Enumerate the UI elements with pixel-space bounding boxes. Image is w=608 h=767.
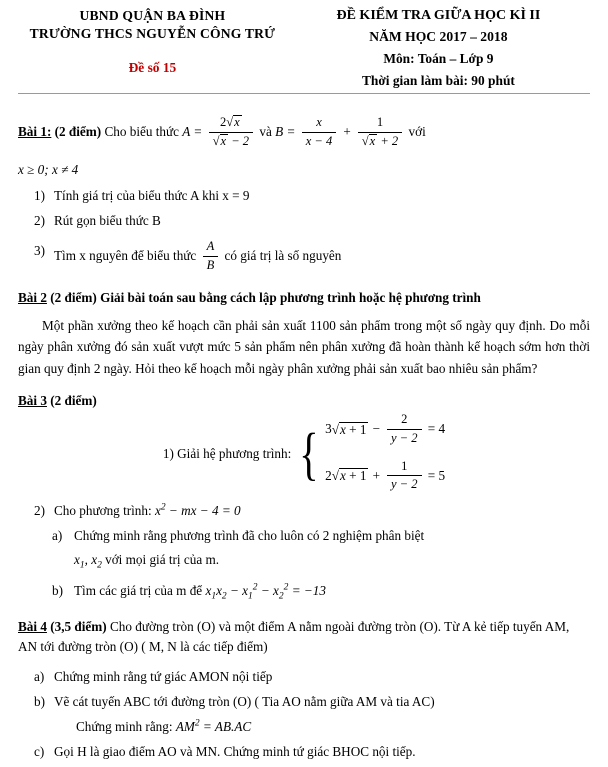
item-text-before: Tìm x nguyên để biểu thức xyxy=(54,248,197,264)
question-3-title: Bài 3 xyxy=(18,392,47,408)
list-item xyxy=(18,580,590,605)
question-1-lead: Cho biểu thức xyxy=(104,124,179,140)
item-text: Vẽ cát tuyến ABC tới đường tròn (O) ( Tia AO nằm giữa AM và tia AC) xyxy=(54,694,435,710)
item-marker: a) xyxy=(34,668,45,684)
header-left-block xyxy=(18,6,287,76)
item-text-after: có giá trị là số nguyên xyxy=(224,248,342,264)
conjunction-and: và xyxy=(259,124,272,140)
question-2 xyxy=(18,288,590,379)
item-text: Chứng minh rằng: xyxy=(76,719,173,735)
header-right-block xyxy=(287,6,590,89)
question-4-paragraph: Cho đường tròn (O) và một điểm A nằm ngoài đường tròn (O). Từ A kẻ tiếp tuyến AM, AN tới đường tròn (O) ( M, N là các tiếp điểm) xyxy=(18,619,570,655)
question-3-points: (2 điểm) xyxy=(50,392,97,408)
question-3 xyxy=(18,391,590,605)
item-marker: 2) xyxy=(34,212,45,228)
list-item xyxy=(18,741,590,762)
document-header xyxy=(18,6,590,94)
question-4 xyxy=(18,617,590,762)
item-marker: 1) xyxy=(162,445,174,461)
list-item xyxy=(18,210,590,231)
exam-code: Đề số 15 xyxy=(128,60,177,75)
exam-content xyxy=(18,94,590,762)
item-text: Tính giá trị của biểu thức A khi x = 9 xyxy=(54,187,250,203)
expression-B: B = $\frac{x}{x - 4}$ + $\frac{1}{√x + 2}$ xyxy=(275,124,408,139)
brace-icon: { xyxy=(299,420,319,486)
item-marker: 1) xyxy=(34,187,45,203)
item-text: Cho phương trình: xyxy=(54,503,152,519)
system-label-wrap xyxy=(163,444,295,464)
list-item xyxy=(18,666,590,687)
question-1-title: Bài 1: xyxy=(18,124,52,140)
question-1-points: (2 điểm) xyxy=(54,124,102,140)
list-item xyxy=(18,691,590,712)
list-item xyxy=(18,240,590,274)
item-marker: 3) xyxy=(34,243,45,259)
question-4-items xyxy=(18,666,590,763)
school-name: TRƯỜNG THCS NGUYỄN CÔNG TRỨ xyxy=(29,26,276,41)
system-of-equations xyxy=(18,413,590,494)
item-text: Chứng minh rằng tứ giác AMON nội tiếp xyxy=(54,668,273,684)
question-2-heading xyxy=(18,288,590,308)
question-4-heading xyxy=(18,617,590,658)
question-3-heading xyxy=(18,391,590,411)
item-text: Chứng minh rằng phương trình đã cho luôn có 2 nghiệm phân biệt xyxy=(74,528,425,544)
expression-A: A = $\frac{2√x}{√x - 2}$ xyxy=(182,124,259,139)
viete-condition: $x_1x_2 - x_1^2 - x_2^2 = -13$ xyxy=(205,582,326,602)
question-2-instruction: Giải bài toán sau bằng cách lập phương trình hoặc hệ phương trình xyxy=(100,290,481,306)
question-3-items xyxy=(18,500,590,521)
item-text: Rút gọn biểu thức B xyxy=(54,212,161,228)
item-marker: b) xyxy=(52,583,63,599)
exam-duration: Thời gian làm bài: 90 phút xyxy=(361,73,515,88)
fraction-A-over-B: $\frac{A}{B}$ xyxy=(203,239,219,273)
item-marker: c) xyxy=(34,744,45,760)
item-text: Giải hệ phương trình: xyxy=(177,445,292,461)
item-marker: 2) xyxy=(34,503,45,519)
list-item xyxy=(18,525,590,574)
list-item xyxy=(18,500,590,521)
item-marker: a) xyxy=(52,528,63,544)
question-2-paragraph: Một phần xưởng theo kế hoạch cần phải sản xuất 1100 sản phẩm trong một số ngày quy định. Do mỗi ngày phân xưởng đó sản xuất vượt mức 5 sản phẩm nên phân xưởng đã hoàn thành kế hoạch sớm hơn thời gian quy định 2 ngày. Hỏi theo kế hoạch mỗi ngày phân xưởng phải sản xuất bao nhiêu sản phẩm? xyxy=(18,317,590,376)
item-text: Gọi H là giao điểm AO và MN. Chứng minh tứ giác BHOC nội tiếp. xyxy=(54,744,416,760)
item-marker: b) xyxy=(34,694,45,710)
question-4-title: Bài 4 xyxy=(18,619,47,635)
equation-list xyxy=(325,413,445,494)
list-item xyxy=(18,185,590,206)
question-1-condition: x ≥ 0; x ≠ 4 xyxy=(18,162,79,178)
roots-symbols: $x_1$, $x_2$ xyxy=(74,552,102,571)
question-1-with: với xyxy=(408,124,426,140)
exam-year: NĂM HỌC 2017 – 2018 xyxy=(369,29,508,44)
equation-2: 2√x + 1 + $\frac{1}{y - 2}$ = 5 xyxy=(325,458,446,492)
question-1-statement xyxy=(18,116,590,150)
power-of-point-equation: $AM^2 = AB.AC$ xyxy=(175,718,252,735)
quadratic-equation: $x^2$ − mx − 4 = 0 xyxy=(154,502,241,519)
question-2-points: (2 điểm) xyxy=(50,290,97,306)
subitem-continuation xyxy=(74,549,590,574)
item-text: với mọi giá trị của m. xyxy=(105,552,220,568)
question-4-points: (3,5 điểm) xyxy=(50,619,107,635)
list-item xyxy=(18,716,590,737)
question-1-items xyxy=(18,185,590,275)
item-text: Tìm các giá trị của m để xyxy=(74,583,203,599)
exam-subject: Môn: Toán – Lớp 9 xyxy=(383,51,494,66)
exam-title: ĐỀ KIỂM TRA GIỮA HỌC KÌ II xyxy=(336,8,541,23)
question-2-title: Bài 2 xyxy=(18,290,47,306)
question-1 xyxy=(18,116,590,274)
equation-1: 3√x + 1 − $\frac{2}{y - 2}$ = 4 xyxy=(325,412,446,446)
question-3-subitems xyxy=(18,525,590,605)
authority-name: UBND QUẬN BA ĐÌNH xyxy=(79,8,226,23)
